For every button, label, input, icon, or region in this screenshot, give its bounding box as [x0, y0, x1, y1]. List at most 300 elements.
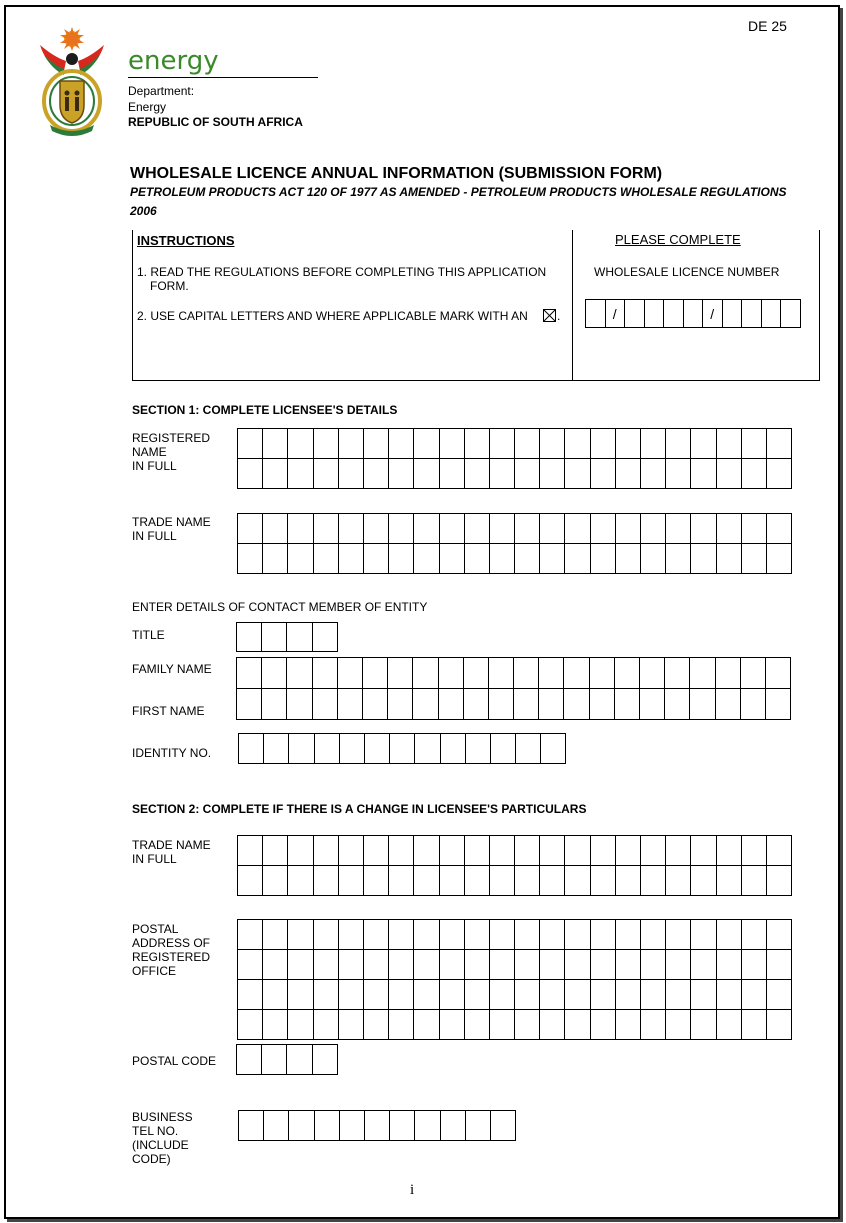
entry-box[interactable]	[717, 836, 742, 866]
entry-box[interactable]	[363, 689, 388, 720]
entry-box[interactable]	[565, 544, 590, 574]
licence-number-box[interactable]	[684, 300, 704, 328]
entry-box[interactable]	[465, 544, 490, 574]
entry-box[interactable]	[465, 514, 490, 544]
entry-box[interactable]	[365, 1111, 390, 1141]
entry-box[interactable]	[616, 836, 641, 866]
entry-box[interactable]	[288, 514, 313, 544]
entry-box[interactable]	[288, 459, 313, 489]
entry-box[interactable]	[641, 980, 666, 1010]
entry-box[interactable]	[540, 866, 565, 896]
entry-box[interactable]	[666, 459, 691, 489]
entry-box[interactable]	[390, 734, 415, 764]
entry-box[interactable]	[641, 429, 666, 459]
entry-box[interactable]	[314, 544, 339, 574]
entry-box[interactable]	[616, 920, 641, 950]
entry-box[interactable]	[717, 429, 742, 459]
entry-box[interactable]	[313, 623, 338, 652]
entry-box[interactable]	[441, 1111, 466, 1141]
entry-box[interactable]	[666, 836, 691, 866]
entry-box[interactable]	[440, 544, 465, 574]
licence-number-box[interactable]	[625, 300, 645, 328]
entry-box[interactable]	[440, 1010, 465, 1040]
entry-box[interactable]	[288, 544, 313, 574]
entry-box[interactable]	[313, 658, 338, 689]
entry-box[interactable]	[641, 836, 666, 866]
entry-box[interactable]	[237, 1045, 262, 1075]
entry-box[interactable]	[288, 1010, 313, 1040]
entry-box[interactable]	[440, 920, 465, 950]
entry-box[interactable]	[742, 459, 767, 489]
entry-box[interactable]	[262, 658, 287, 689]
entry-box[interactable]	[490, 459, 515, 489]
entry-box[interactable]	[262, 1045, 287, 1075]
entry-box[interactable]	[414, 866, 439, 896]
entry-box[interactable]	[390, 1111, 415, 1141]
entry-box[interactable]	[414, 514, 439, 544]
entry-box[interactable]	[742, 866, 767, 896]
entry-box[interactable]	[339, 950, 364, 980]
entry-box[interactable]	[389, 866, 414, 896]
entry-box[interactable]	[565, 866, 590, 896]
entry-box[interactable]	[490, 836, 515, 866]
entry-box[interactable]	[238, 920, 263, 950]
entry-box[interactable]	[238, 544, 263, 574]
entry-box[interactable]	[364, 429, 389, 459]
entry-box[interactable]	[465, 866, 490, 896]
entry-box[interactable]	[365, 734, 390, 764]
entry-box[interactable]	[465, 836, 490, 866]
entry-box[interactable]	[539, 689, 564, 720]
entry-box[interactable]	[742, 429, 767, 459]
entry-box[interactable]	[237, 623, 262, 652]
entry-box[interactable]	[363, 658, 388, 689]
entry-box[interactable]	[565, 950, 590, 980]
entry-box[interactable]	[591, 980, 616, 1010]
entry-box[interactable]	[364, 514, 389, 544]
entry-box[interactable]	[263, 429, 288, 459]
entry-box[interactable]	[389, 1010, 414, 1040]
entry-box[interactable]	[641, 866, 666, 896]
entry-box[interactable]	[238, 459, 263, 489]
entry-box[interactable]	[717, 950, 742, 980]
entry-box[interactable]	[565, 980, 590, 1010]
entry-box[interactable]	[466, 734, 491, 764]
entry-box[interactable]	[314, 980, 339, 1010]
entry-box[interactable]	[238, 866, 263, 896]
entry-box[interactable]	[515, 866, 540, 896]
entry-box[interactable]	[691, 429, 716, 459]
entry-box[interactable]	[767, 836, 792, 866]
entry-box[interactable]	[717, 866, 742, 896]
entry-box[interactable]	[666, 920, 691, 950]
entry-box[interactable]	[616, 514, 641, 544]
licence-number-box[interactable]	[645, 300, 665, 328]
entry-box[interactable]	[716, 658, 741, 689]
entry-box[interactable]	[490, 866, 515, 896]
entry-box[interactable]	[238, 950, 263, 980]
entry-box[interactable]	[766, 689, 791, 720]
entry-box[interactable]	[515, 920, 540, 950]
entry-box[interactable]	[465, 459, 490, 489]
entry-box[interactable]	[515, 950, 540, 980]
entry-box[interactable]	[565, 920, 590, 950]
entry-box[interactable]	[742, 836, 767, 866]
entry-box[interactable]	[339, 459, 364, 489]
entry-box[interactable]	[766, 658, 791, 689]
registered-name-field[interactable]	[237, 428, 792, 489]
entry-box[interactable]	[289, 734, 314, 764]
entry-box[interactable]	[666, 544, 691, 574]
entry-box[interactable]	[464, 689, 489, 720]
entry-box[interactable]	[288, 429, 313, 459]
entry-box[interactable]	[263, 544, 288, 574]
trade-name-field[interactable]	[237, 513, 792, 574]
entry-box[interactable]	[440, 836, 465, 866]
entry-box[interactable]	[767, 429, 792, 459]
entry-box[interactable]	[238, 1010, 263, 1040]
entry-box[interactable]	[616, 459, 641, 489]
entry-box[interactable]	[616, 544, 641, 574]
entry-box[interactable]	[540, 836, 565, 866]
entry-box[interactable]	[339, 514, 364, 544]
entry-box[interactable]	[239, 734, 264, 764]
entry-box[interactable]	[515, 980, 540, 1010]
entry-box[interactable]	[415, 1111, 440, 1141]
entry-box[interactable]	[540, 459, 565, 489]
entry-box[interactable]	[564, 689, 589, 720]
entry-box[interactable]	[413, 689, 438, 720]
entry-box[interactable]	[742, 980, 767, 1010]
entry-box[interactable]	[439, 689, 464, 720]
entry-box[interactable]	[465, 950, 490, 980]
entry-box[interactable]	[440, 866, 465, 896]
entry-box[interactable]	[717, 459, 742, 489]
entry-box[interactable]	[288, 950, 313, 980]
entry-box[interactable]	[314, 920, 339, 950]
entry-box[interactable]	[439, 658, 464, 689]
entry-box[interactable]	[339, 980, 364, 1010]
entry-box[interactable]	[767, 866, 792, 896]
entry-box[interactable]	[314, 459, 339, 489]
entry-box[interactable]	[515, 459, 540, 489]
entry-box[interactable]	[414, 836, 439, 866]
entry-box[interactable]	[515, 836, 540, 866]
entry-box[interactable]	[540, 514, 565, 544]
entry-box[interactable]	[263, 459, 288, 489]
entry-box[interactable]	[489, 689, 514, 720]
entry-box[interactable]	[591, 544, 616, 574]
entry-box[interactable]	[691, 980, 716, 1010]
licence-number-box[interactable]	[781, 300, 801, 328]
entry-box[interactable]	[364, 920, 389, 950]
entry-box[interactable]	[490, 514, 515, 544]
entry-box[interactable]	[690, 689, 715, 720]
entry-box[interactable]	[742, 920, 767, 950]
entry-box[interactable]	[264, 734, 289, 764]
entry-box[interactable]	[490, 980, 515, 1010]
entry-box[interactable]	[287, 689, 312, 720]
entry-box[interactable]	[339, 920, 364, 950]
entry-box[interactable]	[389, 514, 414, 544]
entry-box[interactable]	[263, 920, 288, 950]
entry-box[interactable]	[364, 836, 389, 866]
entry-box[interactable]	[314, 429, 339, 459]
entry-box[interactable]	[691, 950, 716, 980]
entry-box[interactable]	[288, 866, 313, 896]
licence-number-box[interactable]	[762, 300, 782, 328]
entry-box[interactable]	[263, 836, 288, 866]
entry-box[interactable]	[287, 658, 312, 689]
entry-box[interactable]	[515, 429, 540, 459]
entry-box[interactable]	[263, 1010, 288, 1040]
entry-box[interactable]	[665, 658, 690, 689]
entry-box[interactable]	[666, 514, 691, 544]
entry-box[interactable]	[716, 689, 741, 720]
entry-box[interactable]	[541, 734, 566, 764]
entry-box[interactable]	[440, 459, 465, 489]
entry-box[interactable]	[238, 980, 263, 1010]
entry-box[interactable]	[414, 429, 439, 459]
entry-box[interactable]	[414, 459, 439, 489]
entry-box[interactable]	[767, 920, 792, 950]
entry-box[interactable]	[414, 544, 439, 574]
entry-box[interactable]	[666, 866, 691, 896]
entry-box[interactable]	[389, 980, 414, 1010]
entry-box[interactable]	[641, 1010, 666, 1040]
entry-box[interactable]	[565, 836, 590, 866]
entry-box[interactable]	[540, 544, 565, 574]
entry-box[interactable]	[465, 920, 490, 950]
entry-box[interactable]	[741, 658, 766, 689]
entry-box[interactable]	[565, 429, 590, 459]
entry-box[interactable]	[314, 950, 339, 980]
entry-box[interactable]	[564, 658, 589, 689]
entry-box[interactable]	[540, 980, 565, 1010]
entry-box[interactable]	[691, 866, 716, 896]
entry-box[interactable]	[665, 689, 690, 720]
entry-box[interactable]	[591, 950, 616, 980]
entry-box[interactable]	[364, 1010, 389, 1040]
entry-box[interactable]	[414, 980, 439, 1010]
entry-box[interactable]	[717, 920, 742, 950]
business-tel-field[interactable]	[238, 1110, 516, 1141]
entry-box[interactable]	[490, 920, 515, 950]
s2-trade-name-field[interactable]	[237, 835, 792, 896]
entry-box[interactable]	[515, 544, 540, 574]
entry-box[interactable]	[616, 950, 641, 980]
entry-box[interactable]	[263, 950, 288, 980]
entry-box[interactable]	[490, 429, 515, 459]
entry-box[interactable]	[364, 866, 389, 896]
entry-box[interactable]	[489, 658, 514, 689]
entry-box[interactable]	[691, 1010, 716, 1040]
entry-box[interactable]	[691, 514, 716, 544]
entry-box[interactable]	[414, 920, 439, 950]
entry-box[interactable]	[364, 950, 389, 980]
entry-box[interactable]	[313, 1045, 338, 1075]
entry-box[interactable]	[440, 514, 465, 544]
entry-box[interactable]	[263, 514, 288, 544]
entry-box[interactable]	[717, 514, 742, 544]
licence-number-box[interactable]	[742, 300, 762, 328]
entry-box[interactable]	[540, 1010, 565, 1040]
entry-box[interactable]	[289, 1111, 314, 1141]
entry-box[interactable]	[340, 734, 365, 764]
entry-box[interactable]	[565, 459, 590, 489]
entry-box[interactable]	[414, 950, 439, 980]
entry-box[interactable]	[616, 980, 641, 1010]
entry-box[interactable]	[591, 429, 616, 459]
entry-box[interactable]	[490, 544, 515, 574]
entry-box[interactable]	[490, 1010, 515, 1040]
entry-box[interactable]	[539, 658, 564, 689]
entry-box[interactable]	[767, 459, 792, 489]
entry-box[interactable]	[717, 1010, 742, 1040]
entry-box[interactable]	[615, 689, 640, 720]
entry-box[interactable]	[666, 980, 691, 1010]
entry-box[interactable]	[388, 689, 413, 720]
entry-box[interactable]	[314, 836, 339, 866]
entry-box[interactable]	[239, 1111, 264, 1141]
entry-box[interactable]	[742, 950, 767, 980]
entry-box[interactable]	[314, 866, 339, 896]
entry-box[interactable]	[615, 658, 640, 689]
entry-box[interactable]	[691, 544, 716, 574]
entry-box[interactable]	[238, 836, 263, 866]
entry-box[interactable]	[691, 836, 716, 866]
entry-box[interactable]	[741, 689, 766, 720]
entry-box[interactable]	[314, 514, 339, 544]
entry-box[interactable]	[666, 429, 691, 459]
postal-code-field[interactable]	[236, 1044, 338, 1075]
entry-box[interactable]	[313, 689, 338, 720]
entry-box[interactable]	[339, 836, 364, 866]
entry-box[interactable]	[514, 658, 539, 689]
entry-box[interactable]	[515, 1010, 540, 1040]
entry-box[interactable]	[641, 920, 666, 950]
entry-box[interactable]	[691, 920, 716, 950]
entry-box[interactable]	[767, 950, 792, 980]
entry-box[interactable]	[491, 734, 516, 764]
entry-box[interactable]	[641, 514, 666, 544]
entry-box[interactable]	[591, 866, 616, 896]
entry-box[interactable]	[338, 658, 363, 689]
entry-box[interactable]	[340, 1111, 365, 1141]
entry-box[interactable]	[565, 1010, 590, 1040]
entry-box[interactable]	[616, 429, 641, 459]
entry-box[interactable]	[465, 980, 490, 1010]
entry-box[interactable]	[690, 658, 715, 689]
entry-box[interactable]	[288, 920, 313, 950]
entry-box[interactable]	[339, 429, 364, 459]
entry-box[interactable]	[666, 1010, 691, 1040]
entry-box[interactable]	[641, 459, 666, 489]
entry-box[interactable]	[490, 950, 515, 980]
entry-box[interactable]	[262, 689, 287, 720]
licence-number-box[interactable]	[723, 300, 743, 328]
entry-box[interactable]	[440, 429, 465, 459]
title-field[interactable]	[236, 622, 338, 652]
entry-box[interactable]	[339, 544, 364, 574]
family-first-name-field[interactable]	[236, 657, 791, 720]
entry-box[interactable]	[364, 980, 389, 1010]
entry-box[interactable]	[389, 836, 414, 866]
entry-box[interactable]	[364, 459, 389, 489]
entry-box[interactable]	[441, 734, 466, 764]
entry-box[interactable]	[590, 658, 615, 689]
licence-number-box[interactable]	[664, 300, 684, 328]
entry-box[interactable]	[717, 544, 742, 574]
entry-box[interactable]	[262, 623, 287, 652]
entry-box[interactable]	[666, 950, 691, 980]
entry-box[interactable]	[616, 1010, 641, 1040]
entry-box[interactable]	[742, 544, 767, 574]
entry-box[interactable]	[287, 1045, 312, 1075]
entry-box[interactable]	[591, 920, 616, 950]
entry-box[interactable]	[491, 1111, 516, 1141]
entry-box[interactable]	[315, 1111, 340, 1141]
postal-address-field[interactable]	[237, 919, 792, 1040]
entry-box[interactable]	[591, 836, 616, 866]
entry-box[interactable]	[691, 459, 716, 489]
entry-box[interactable]	[640, 658, 665, 689]
entry-box[interactable]	[440, 950, 465, 980]
entry-box[interactable]	[742, 514, 767, 544]
entry-box[interactable]	[263, 980, 288, 1010]
entry-box[interactable]	[414, 1010, 439, 1040]
entry-box[interactable]	[388, 658, 413, 689]
identity-no-field[interactable]	[238, 733, 566, 764]
entry-box[interactable]	[591, 514, 616, 544]
entry-box[interactable]	[389, 429, 414, 459]
entry-box[interactable]	[364, 544, 389, 574]
entry-box[interactable]	[465, 1010, 490, 1040]
entry-box[interactable]	[415, 734, 440, 764]
entry-box[interactable]	[767, 514, 792, 544]
entry-box[interactable]	[339, 1010, 364, 1040]
entry-box[interactable]	[237, 658, 262, 689]
entry-box[interactable]	[516, 734, 541, 764]
entry-box[interactable]	[464, 658, 489, 689]
entry-box[interactable]	[263, 866, 288, 896]
entry-box[interactable]	[640, 689, 665, 720]
entry-box[interactable]	[314, 1010, 339, 1040]
entry-box[interactable]	[238, 429, 263, 459]
entry-box[interactable]	[338, 689, 363, 720]
entry-box[interactable]	[591, 459, 616, 489]
entry-box[interactable]	[565, 514, 590, 544]
entry-box[interactable]	[515, 514, 540, 544]
entry-box[interactable]	[288, 836, 313, 866]
entry-box[interactable]	[767, 980, 792, 1010]
entry-box[interactable]	[339, 866, 364, 896]
entry-box[interactable]	[238, 514, 263, 544]
entry-box[interactable]	[315, 734, 340, 764]
entry-box[interactable]	[590, 689, 615, 720]
entry-box[interactable]	[616, 866, 641, 896]
entry-box[interactable]	[465, 429, 490, 459]
entry-box[interactable]	[540, 429, 565, 459]
licence-number-field[interactable]	[585, 299, 801, 328]
entry-box[interactable]	[440, 980, 465, 1010]
entry-box[interactable]	[466, 1111, 491, 1141]
entry-box[interactable]	[742, 1010, 767, 1040]
entry-box[interactable]	[641, 950, 666, 980]
entry-box[interactable]	[389, 544, 414, 574]
entry-box[interactable]	[237, 689, 262, 720]
entry-box[interactable]	[264, 1111, 289, 1141]
